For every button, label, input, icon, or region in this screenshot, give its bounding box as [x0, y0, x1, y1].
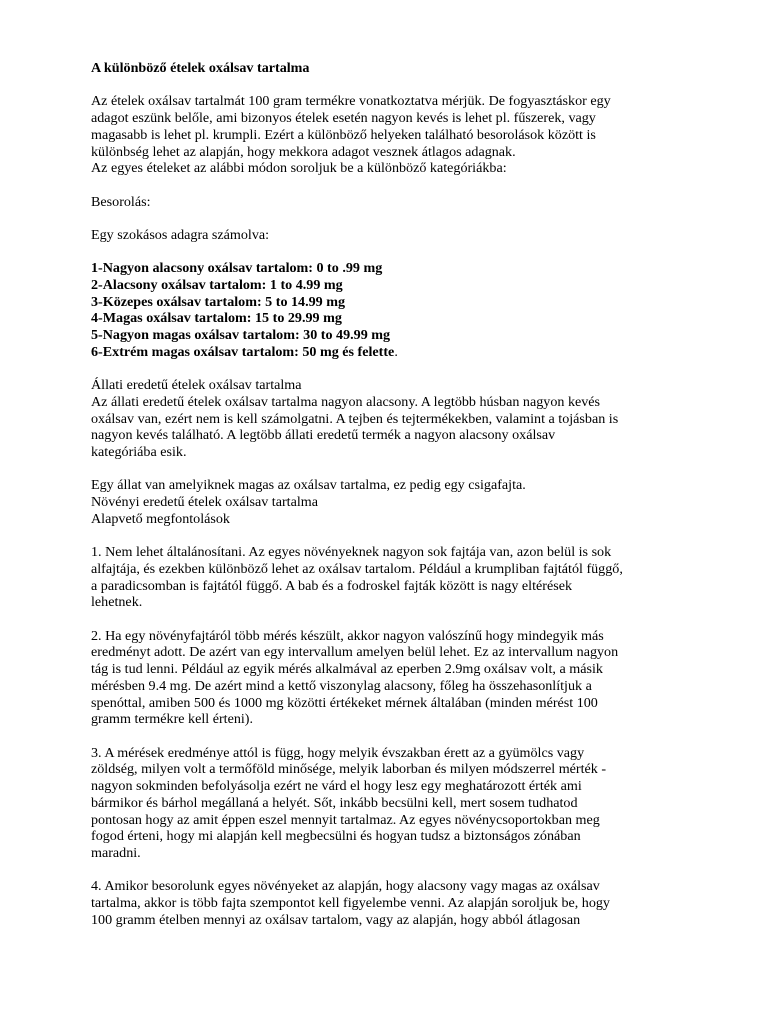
category-item-last: [91, 344, 691, 361]
snail-section: Egy állat van amelyiknek magas az oxálsav tartalma, ez pedig egy csigafajta. Növényi eredetű ételek oxálsav tartalma Alapvető megfontolások: [91, 477, 526, 527]
animal-section: Állati eredetű ételek oxálsav tartalma Az állati eredetű ételek oxálsav tartalma nagyon alacsony. A legtöbb húsban nagyon kevés oxálsav van, ezért nem is kell számolgatni. A tejben és tejtermékekben, valamint a tojásban is nagyon kevés található. A legtöbb állati eredetű termék a nagyon alacsony oxálsav kategóriába esik.: [91, 377, 619, 461]
point-4-paragraph: 4. Amikor besorolunk egyes növényeket az alapján, hogy alacsony vagy magas az oxálsav tartalma, akkor is több fajta szempontot kell figyelembe venni. Az alapján soroljuk be, hogy 100 gramm ételben mennyi az oxálsav tartalom, vagy az alapján, hogy abból átlagosan: [91, 878, 610, 928]
point-3-paragraph: 3. A mérések eredménye attól is függ, hogy melyik évszakban érett az a gyümölcs vagy zöldség, milyen volt a termőföld minősége, melyik laborban és milyen módszerrel mérték - nagyon sokminden befolyásolja ezért ne várd el hogy lesz egy meghatározott érték ami bármikor és bárhol megállaná a helyét. Sőt, inkább becsülni kell, mert sosem tudhatod pontosan hogy az amit éppen eszel mennyit tartalmaz. Az egyes növénycsoportokban meg fogod érteni, hogy mi alapján kell megbecsülni és hogyan tudsz a biztonságos zónában maradni.: [91, 744, 607, 861]
category-list: [91, 260, 691, 360]
point-2-paragraph: 2. Ha egy növényfajtáról több mérés készült, akkor nagyon valószínű hogy mindegyik más eredményt adott. De azért van egy intervallum amelyen belül lehet. Ez az intervallum nagyon tág is tud lenni. Például az egyik mérés alkalmával az eperben 2.9mg oxálsav volt, a másik mérésben 9.4 mg. De azért mind a kettő viszonylag alacsony, főleg ha összehasonlítjuk a spenóttal, amiben 500 és 1000 mg közötti értékeket mérnek általában (minden mérést 100 gramm termékre kell érteni).: [91, 627, 619, 728]
category-item: 1-Nagyon alacsony oxálsav tartalom: 0 to .99 mg: [91, 260, 383, 277]
besorolas-heading: Besorolás:: [91, 193, 151, 210]
category-list-period: .: [394, 343, 398, 360]
intro-paragraph: Az ételek oxálsav tartalmát 100 gram termékre vonatkoztatva mérjük. De fogyasztáskor egy adagot eszünk belőle, ami bizonyos ételek esetén nagyon kevés is lehet pl. fűszerek, vagy magasabb is lehet pl. krumpli. Ezért a különböző helyeken található besorolások között is különbség lehet az alapján, hogy mekkora adagot vesznek átlagos adagnak. Az egyes ételeket az alábbi módon soroljuk be a különböző kategóriákba:: [91, 93, 611, 177]
category-item: 4-Magas oxálsav tartalom: 15 to 29.99 mg: [91, 310, 342, 327]
point-1-paragraph: 1. Nem lehet általánosítani. Az egyes növényeknek nagyon sok fajtája van, azon belül is sok alfajtája, és ezekben különböző lehet az oxálsav tartalom. Például a krumpliban fajtától függő, a paradicsomban is fajtától függő. A bab és a fodroskel fajták között is nagy eltérések lehetnek.: [91, 544, 623, 611]
category-item: 2-Alacsony oxálsav tartalom: 1 to 4.99 mg: [91, 277, 343, 294]
document-page: [91, 60, 691, 928]
category-item: 6-Extrém magas oxálsav tartalom: 50 mg és felette: [91, 343, 395, 360]
document-title: A különböző ételek oxálsav tartalma: [91, 60, 310, 76]
serving-note: Egy szokásos adagra számolva:: [91, 226, 270, 243]
category-item: 5-Nagyon magas oxálsav tartalom: 30 to 49.99 mg: [91, 327, 391, 344]
category-item: 3-Közepes oxálsav tartalom: 5 to 14.99 mg: [91, 293, 346, 310]
